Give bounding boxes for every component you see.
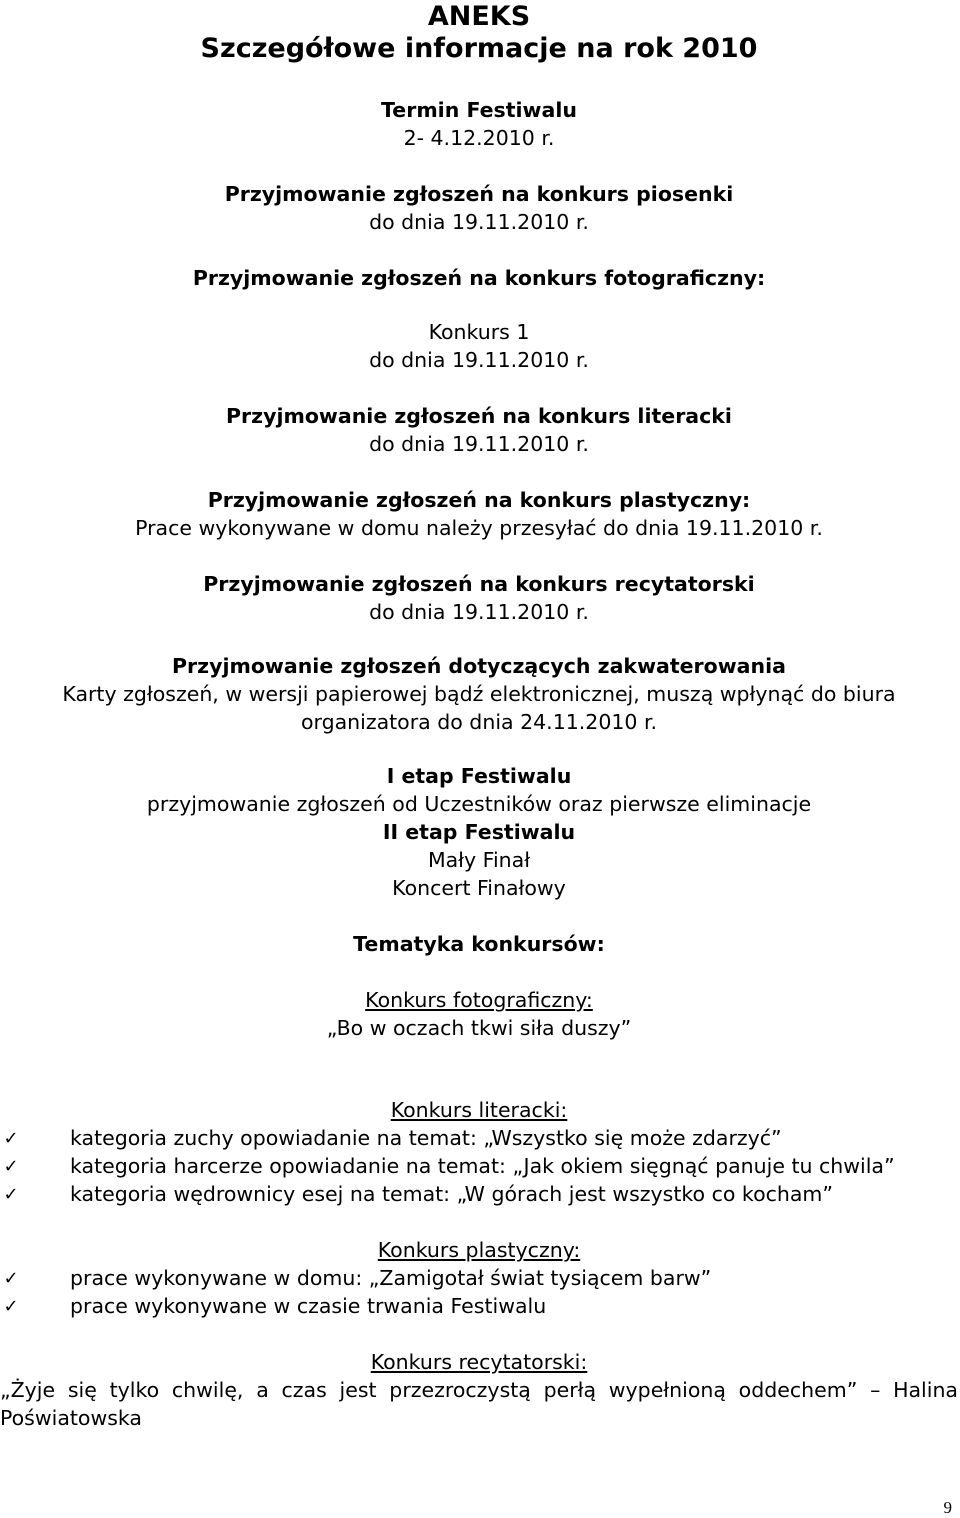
checkmark-icon: ✓: [3, 1268, 19, 1289]
literary-theme-label-text: Konkurs literacki:: [390, 1098, 568, 1122]
checkmark-icon: ✓: [3, 1128, 19, 1149]
photo-theme-label-text: Konkurs fotograficzny:: [365, 988, 593, 1012]
stage-1-label: I etap Festiwalu: [386, 764, 572, 788]
song-contest-label: Przyjmowanie zgłoszeń na konkurs piosenki: [224, 182, 734, 206]
photo-contest-date: do dnia 19.11.2010 r.: [369, 348, 589, 372]
recitation-quote-line-2: Poświatowska: [0, 1406, 142, 1430]
festival-date-label: Termin Festiwalu: [381, 98, 577, 122]
list-item-text: kategoria zuchy opowiadanie na temat: „Wszystko się może zdarzyć”: [70, 1126, 782, 1150]
photo-contest-label: Przyjmowanie zgłoszeń na konkurs fotograficzny:: [192, 266, 766, 290]
art-contest-label: Przyjmowanie zgłoszeń na konkurs plastyczny:: [207, 488, 751, 512]
literary-contest-date: do dnia 19.11.2010 r.: [369, 432, 589, 456]
photo-contest-number: Konkurs 1: [428, 320, 530, 344]
song-contest-date: do dnia 19.11.2010 r.: [369, 210, 589, 234]
page-number: 9: [943, 1498, 952, 1517]
art-theme-label: [0, 1237, 958, 1264]
recitation-theme-label: [0, 1349, 958, 1376]
recitation-quote-line-1: „Żyje się tylko chwilę, a czas jest przezroczystą perłą wypełnioną oddechem” – Halina: [0, 1378, 958, 1402]
photo-theme-label: [0, 987, 958, 1014]
stage-2-item-2: Koncert Finałowy: [392, 876, 566, 900]
recitation-contest-label: Przyjmowanie zgłoszeń na konkurs recytatorski: [203, 572, 755, 596]
list-item-text: prace wykonywane w domu: „Zamigotał świat tysiącem barw”: [70, 1266, 712, 1290]
literary-theme-label: [0, 1097, 958, 1124]
themes-label: Tematyka konkursów:: [353, 932, 605, 956]
recitation-theme-label-text: Konkurs recytatorski:: [370, 1350, 588, 1374]
checkmark-icon: ✓: [3, 1296, 19, 1317]
festival-date-value: 2- 4.12.2010 r.: [403, 126, 555, 150]
list-item-text: prace wykonywane w czasie trwania Festiwalu: [70, 1294, 547, 1318]
literary-contest-label: Przyjmowanie zgłoszeń na konkurs literacki: [226, 404, 732, 428]
list-item-text: kategoria harcerze opowiadanie na temat: „Jak okiem sięgnąć panuje tu chwila”: [70, 1154, 895, 1178]
photo-theme-text: „Bo w oczach tkwi siła duszy”: [326, 1016, 632, 1040]
stage-1-text: przyjmowanie zgłoszeń od Uczestników oraz pierwsze eliminacje: [146, 792, 812, 816]
checkmark-icon: ✓: [3, 1156, 19, 1177]
stage-2-item-1: Mały Finał: [427, 848, 531, 872]
accommodation-label: Przyjmowanie zgłoszeń dotyczących zakwaterowania: [172, 654, 786, 678]
annex-subtitle: Szczegółowe informacje na rok 2010: [200, 33, 758, 64]
checkmark-icon: ✓: [3, 1184, 19, 1205]
art-contest-text: Prace wykonywane w domu należy przesyłać do dnia 19.11.2010 r.: [135, 516, 823, 540]
accommodation-text-2: organizatora do dnia 24.11.2010 r.: [300, 710, 658, 734]
stage-2-label: II etap Festiwalu: [382, 820, 576, 844]
art-theme-label-text: Konkurs plastyczny:: [377, 1238, 581, 1262]
recitation-contest-date: do dnia 19.11.2010 r.: [369, 600, 589, 624]
list-item-text: kategoria wędrownicy esej na temat: „W górach jest wszystko co kocham”: [70, 1182, 834, 1206]
annex-title: ANEKS: [427, 1, 531, 32]
accommodation-text-1: Karty zgłoszeń, w wersji papierowej bądź elektronicznej, muszą wpłynąć do biura: [62, 682, 896, 706]
